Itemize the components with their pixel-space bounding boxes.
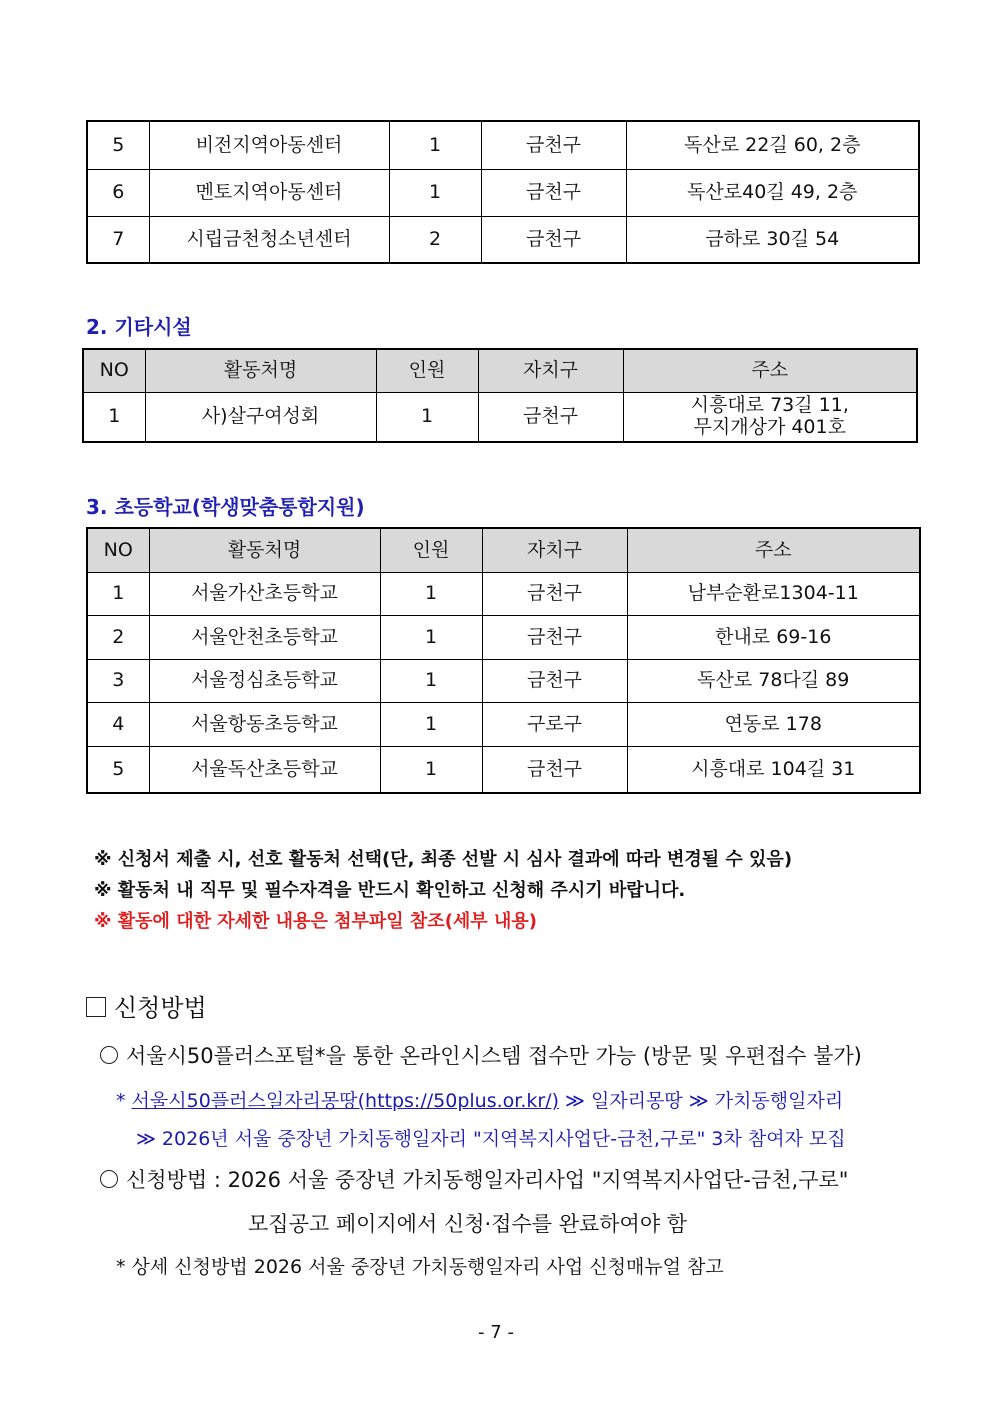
table-row: 2 서울안천초등학교 1 금천구 한내로 69-16 bbox=[87, 615, 920, 659]
section-heading-elementary-schools: 3. 초등학교(학생맞춤통합지원) bbox=[86, 495, 365, 519]
table-row: 4 서울항동초등학교 1 구로구 연동로 178 bbox=[87, 702, 920, 746]
apply-item-method-cont: 모집공고 페이지에서 신청·접수를 완료하여야 함 bbox=[248, 1212, 688, 1236]
table-row: 7 시립금천청소년센터 2 금천구 금하로 30길 54 bbox=[87, 216, 919, 263]
page-number: - 7 - bbox=[478, 1322, 514, 1343]
facility-table-continued bbox=[86, 120, 920, 264]
circle-bullet-icon bbox=[100, 1170, 118, 1188]
elementary-schools-table bbox=[86, 527, 921, 794]
note-attachment: ※ 활동에 대한 자세한 내용은 첨부파일 참조(세부 내용) bbox=[94, 911, 537, 932]
portal-link[interactable]: 서울시50플러스일자리몽땅(https://50plus.or.kr/) bbox=[131, 1090, 559, 1112]
note-check-qualifications: ※ 활동처 내 직무 및 필수자격을 반드시 확인하고 신청해 주시기 바랍니다. bbox=[94, 880, 686, 901]
apply-item-online: 서울시50플러스포털*을 통한 온라인시스템 접수만 가능 (방문 및 우편접수 불가) bbox=[100, 1040, 862, 1070]
apply-portal-path: * 서울시50플러스일자리몽땅(https://50plus.or.kr/) ≫ 일자리몽땅 ≫ 가치동행일자리 bbox=[116, 1090, 844, 1112]
table-row: 6 멘토지역아동센터 1 금천구 독산로40길 49, 2층 bbox=[87, 169, 919, 216]
circle-bullet-icon bbox=[100, 1046, 118, 1064]
apply-item-method: 신청방법 : 2026 서울 중장년 가치동행일자리사업 "지역복지사업단-금천,구로" bbox=[100, 1164, 848, 1194]
checkbox-square-icon bbox=[86, 997, 106, 1017]
apply-footnote: * 상세 신청방법 2026 서울 중장년 가치동행일자리 사업 신청매뉴얼 참고 bbox=[116, 1256, 724, 1278]
table-row: 1 사)살구여성회 1 금천구 시흥대로 73길 11, 무지개상가 401호 bbox=[83, 392, 917, 442]
other-facilities-table bbox=[82, 348, 918, 443]
table-row: 5 비전지역아동센터 1 금천구 독산로 22길 60, 2층 bbox=[87, 121, 919, 169]
table-row: 3 서울정심초등학교 1 금천구 독산로 78다길 89 bbox=[87, 659, 920, 702]
section-heading-other-facilities: 2. 기타시설 bbox=[86, 315, 192, 339]
table-header-row: NO 활동처명 인원 자치구 주소 bbox=[87, 528, 920, 572]
table-row: 5 서울독산초등학교 1 금천구 시흥대로 104길 31 bbox=[87, 746, 920, 793]
apply-section-title: 신청방법 bbox=[86, 988, 207, 1023]
table-row: 1 서울가산초등학교 1 금천구 남부순환로1304-11 bbox=[87, 572, 920, 615]
table-header-row: NO 활동처명 인원 자치구 주소 bbox=[83, 349, 917, 392]
note-preference: ※ 신청서 제출 시, 선호 활동처 선택(단, 최종 선발 시 심사 결과에 따라 변경될 수 있음) bbox=[94, 849, 793, 870]
apply-portal-path-cont: ≫ 2026년 서울 중장년 가치동행일자리 "지역복지사업단-금천,구로" 3차 참여자 모집 bbox=[136, 1128, 846, 1150]
